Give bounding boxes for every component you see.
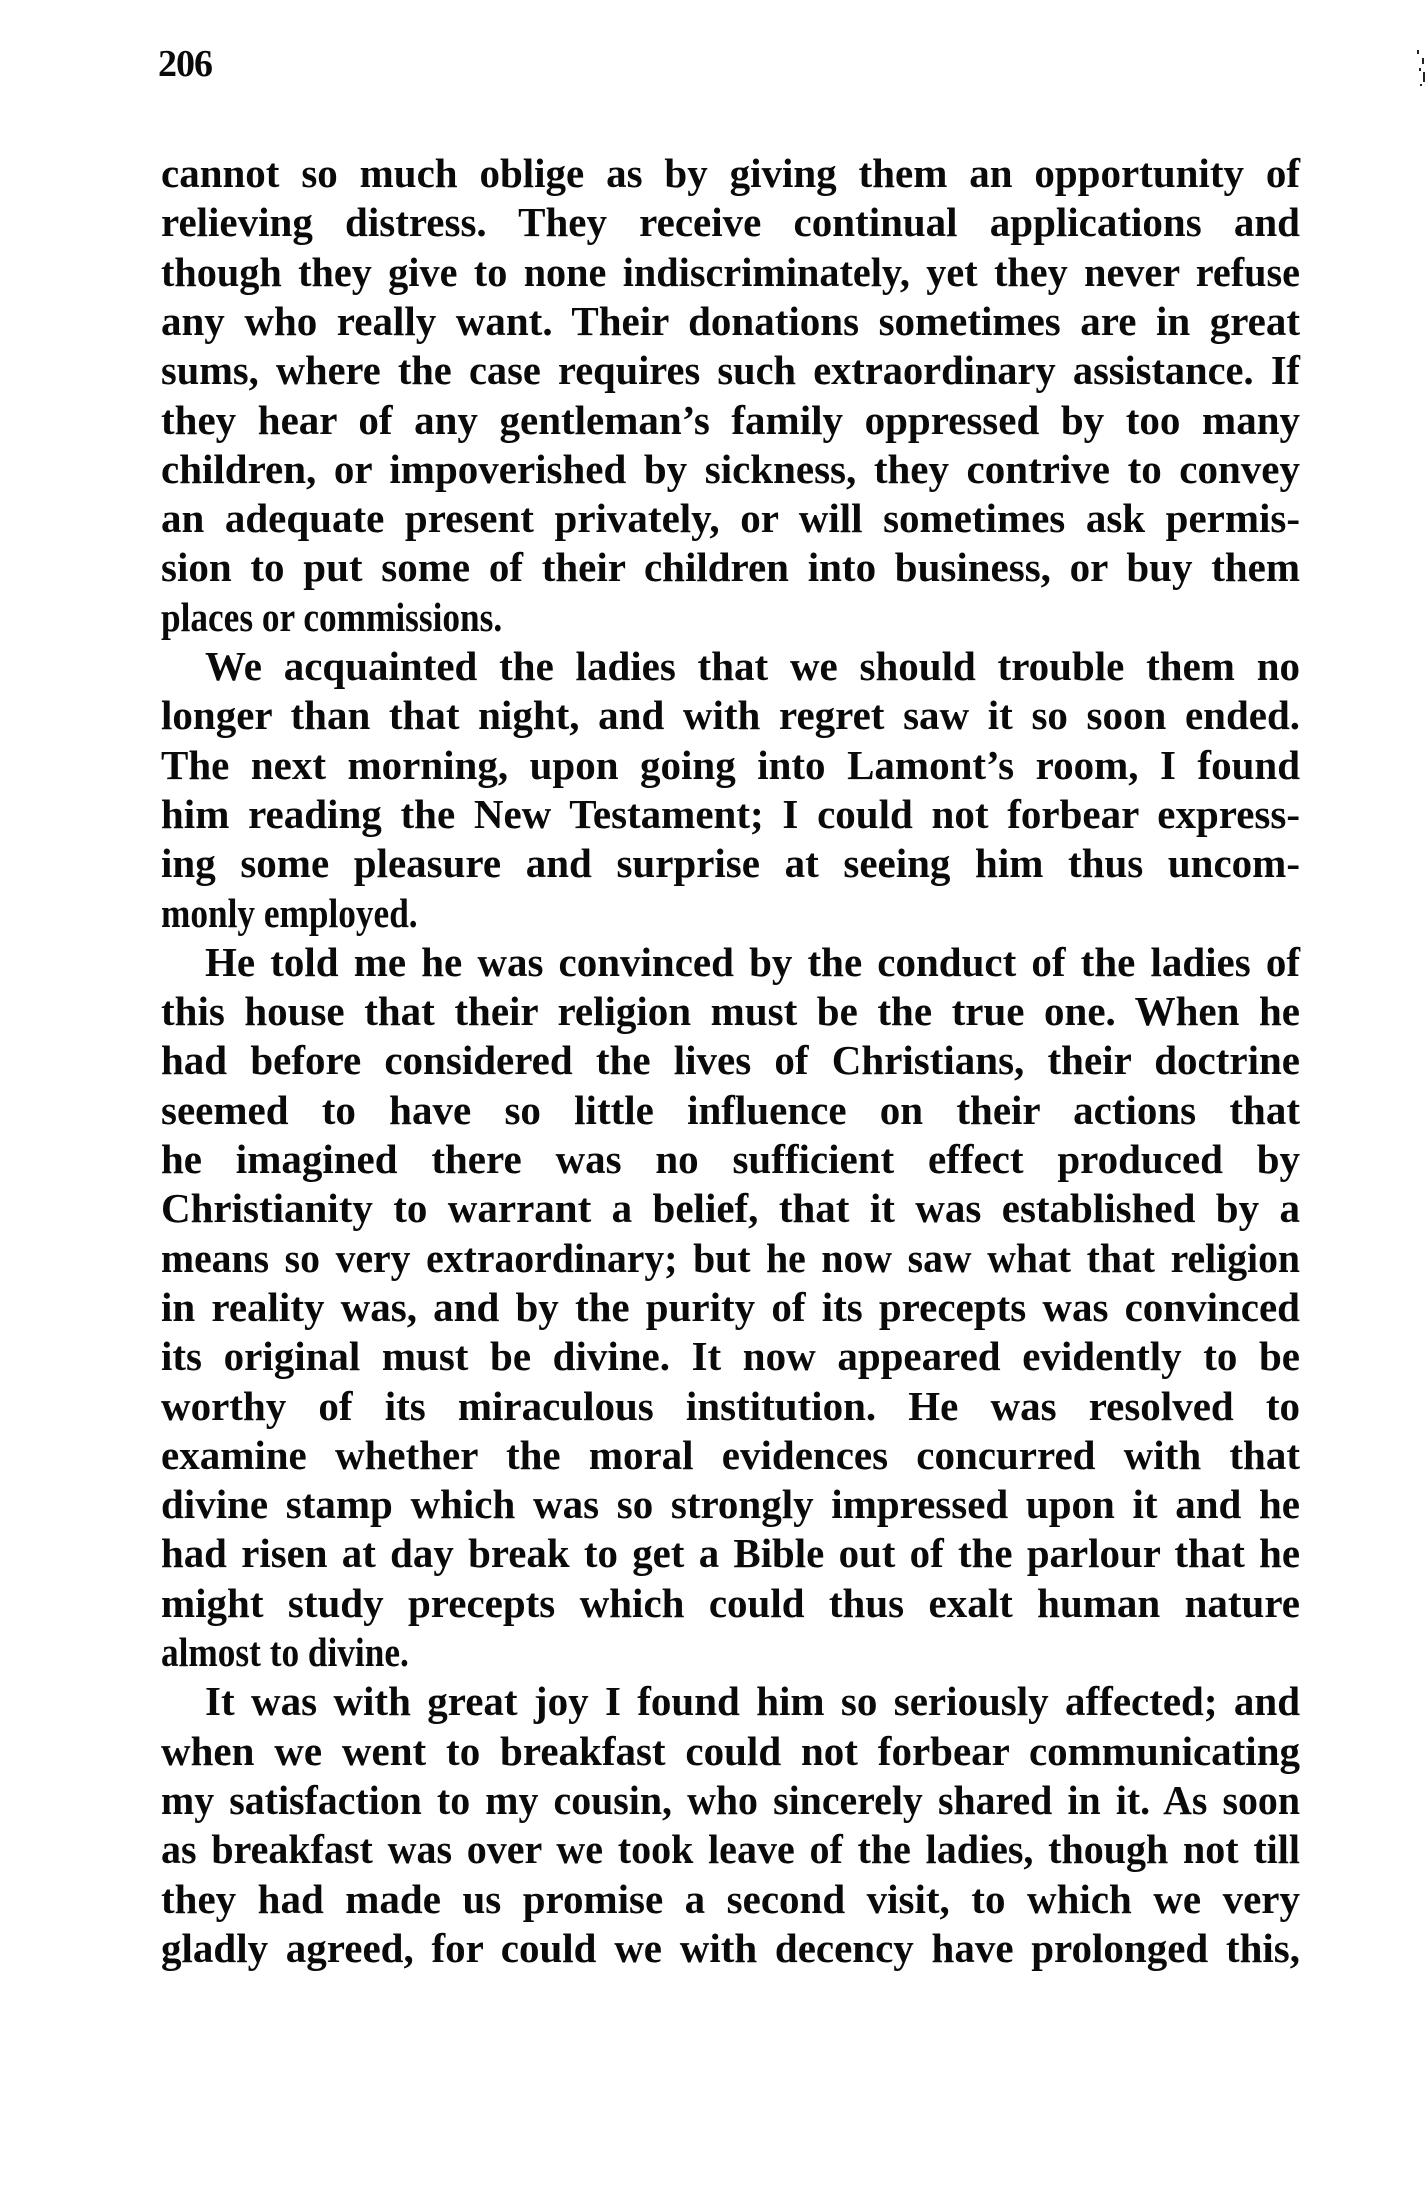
scan-speck: [1423, 72, 1425, 82]
text-line: He told me he was convinced by the conduct of the ladies of: [205, 938, 1300, 985]
scan-speck: [1417, 50, 1419, 54]
text-line: almost to divine.: [161, 1629, 409, 1675]
text-line: might study precepts which could thus exalt human nature: [161, 1579, 1300, 1626]
text-line: ing some pleasure and surprise at seeing him thus uncom-: [161, 840, 1300, 887]
text-line: gladly agreed, for could we with decency have prolonged this,: [161, 1924, 1300, 1971]
text-line: my satisfaction to my cousin, who sincerely shared in it. As soon: [161, 1776, 1301, 1823]
text-line: sums, where the case requires such extraordinary assistance. If: [161, 347, 1301, 394]
text-line: places or commissions.: [161, 593, 503, 640]
text-line: means so very extraordinary; but he now saw what that religion: [161, 1234, 1301, 1281]
text-line: had risen at day break to get a Bible out of the parlour that he: [161, 1530, 1301, 1577]
text-line: monly employed.: [161, 889, 418, 936]
text-line: We acquainted the ladies that we should trouble them no: [205, 643, 1300, 689]
text-line: an adequate present privately, or will sometimes ask permis-: [161, 495, 1300, 542]
text-line: It was with great joy I found him so seriously affected; and: [205, 1678, 1300, 1725]
text-line: cannot so much oblige as by giving them an opportunity of: [161, 150, 1300, 196]
text-line: this house that their religion must be the true one. When he: [161, 988, 1300, 1035]
text-line: as breakfast was over we took leave of the ladies, though not till: [161, 1826, 1300, 1873]
text-line: its original must be divine. It now appeared evidently to be: [161, 1333, 1300, 1380]
text-line: when we went to breakfast could not forbear communicating: [161, 1727, 1300, 1774]
text-line: Christianity to warrant a belief, that it was established by a: [161, 1185, 1300, 1232]
scan-speck: [1419, 68, 1421, 71]
text-line: they had made us promise a second visit, to which we very: [161, 1875, 1300, 1922]
text-line: worthy of its miraculous institution. He was resolved to: [161, 1382, 1300, 1429]
text-line: though they give to none indiscriminately, yet they never refuse: [161, 248, 1301, 295]
text-line: him reading the New Testament; I could not forbear express-: [161, 790, 1300, 837]
text-line: children, or impoverished by sickness, they contrive to convey: [161, 445, 1300, 492]
scan-speck: [1420, 84, 1422, 86]
text-line: in reality was, and by the purity of its precepts was convinced: [161, 1283, 1300, 1330]
text-line: seemed to have so little influence on their actions that: [161, 1086, 1300, 1133]
text-line: longer than that night, and with regret saw it so soon ended.: [161, 692, 1300, 739]
text-line: he imagined there was no sufficient effect produced by: [161, 1136, 1300, 1182]
text-line: sion to put some of their children into business, or buy them: [161, 544, 1300, 591]
text-line: divine stamp which was so strongly impressed upon it and he: [161, 1481, 1300, 1528]
text-line: The next morning, upon going into Lamont’s room, I found: [161, 741, 1300, 788]
text-line: any who really want. Their donations sometimes are in great: [161, 297, 1300, 344]
text-line: relieving distress. They receive continual applications and: [161, 199, 1300, 246]
text-line: examine whether the moral evidences concurred with that: [161, 1431, 1300, 1478]
text-line: had before considered the lives of Christians, their doctrine: [161, 1037, 1300, 1084]
text-line: they hear of any gentleman’s family oppressed by too many: [161, 396, 1300, 443]
scan-speck: [1422, 58, 1424, 64]
page-number: 206: [158, 43, 212, 85]
